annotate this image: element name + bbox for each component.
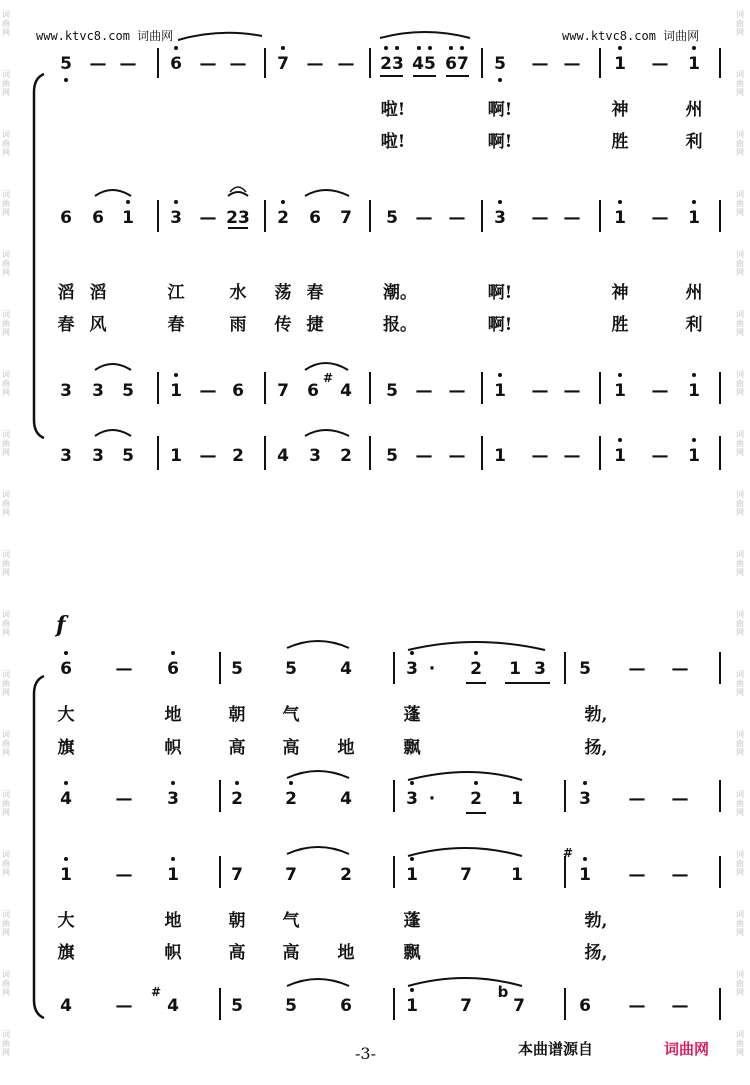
note: 3: [406, 789, 418, 809]
dash: —: [628, 789, 646, 809]
note: 3: [167, 789, 179, 809]
watermark-text: 词曲网: [2, 910, 10, 937]
watermark-text: 词曲网: [736, 970, 744, 997]
header-site-left: www.ktvc8.com 词曲网: [36, 29, 174, 43]
watermark-text: 词曲网: [736, 550, 744, 577]
source-label: 本曲谱源自: [518, 1040, 594, 1058]
dash: —: [115, 789, 133, 809]
lyric: 滔: [89, 283, 107, 303]
note: 3: [60, 381, 72, 401]
note: 7: [231, 865, 243, 885]
lyric: 大: [57, 705, 75, 725]
note: 6: [167, 659, 179, 679]
lyric: 滔: [57, 283, 75, 303]
lyric: 捷: [306, 315, 324, 335]
sharp-sign: #: [562, 846, 574, 860]
note: 1: [170, 381, 182, 401]
note: 1: [511, 865, 523, 885]
page-number: -3-: [355, 1044, 376, 1063]
dash: —: [199, 446, 217, 466]
dash: —: [628, 996, 646, 1016]
dash: —: [563, 54, 581, 74]
note: 1: [511, 789, 523, 809]
lyric: 地: [164, 705, 182, 725]
note: 1: [614, 446, 626, 466]
dash: —: [199, 208, 217, 228]
note: 7: [513, 996, 525, 1016]
note: 2: [232, 446, 244, 466]
lyric: 朝: [228, 705, 246, 725]
dash: —: [448, 208, 466, 228]
note: 1: [122, 208, 134, 228]
watermark-text: 词曲网: [2, 670, 10, 697]
note: 4: [340, 381, 352, 401]
watermark-text: 词曲网: [2, 1030, 10, 1057]
lyric: 地: [337, 738, 355, 758]
lyric: 扬,: [584, 943, 608, 963]
watermark-text: 词曲网: [2, 490, 10, 517]
dash: —: [628, 865, 646, 885]
note: 6: [92, 208, 104, 228]
lyric: 旗: [57, 943, 75, 963]
watermark-text: 词曲网: [736, 610, 744, 637]
dynamic-marking: f: [56, 612, 66, 638]
dash: —: [115, 996, 133, 1016]
watermark-text: 词曲网: [736, 430, 744, 457]
watermark-text: 词曲网: [2, 10, 10, 37]
lyric: 利: [685, 315, 703, 335]
lyric: 潮。: [383, 283, 417, 303]
lyric: 春: [306, 283, 324, 303]
note: 5: [231, 659, 243, 679]
dash: —: [229, 54, 247, 74]
dash: —: [415, 446, 433, 466]
watermark-text: 词曲网: [2, 730, 10, 757]
lyric: 利: [685, 132, 703, 152]
dash: —: [563, 381, 581, 401]
dash: —: [563, 446, 581, 466]
note: 1: [688, 381, 700, 401]
lyric: 啦!: [380, 132, 406, 152]
note: 5: [579, 659, 591, 679]
dash: —: [651, 208, 669, 228]
lyric: 高: [228, 943, 246, 963]
note: 23: [380, 54, 404, 74]
note: 6: [170, 54, 182, 74]
note: 5: [386, 446, 398, 466]
lyric: 旗: [57, 738, 75, 758]
note: 4: [340, 789, 352, 809]
note: 5: [386, 208, 398, 228]
lyric: 江: [167, 283, 185, 303]
lyric: 风: [89, 315, 107, 335]
watermark-text: 词曲网: [2, 610, 10, 637]
lyric: 高: [282, 943, 300, 963]
note: 1: [170, 446, 182, 466]
lyric: 蓬: [403, 705, 421, 725]
dash: —: [115, 865, 133, 885]
lyric: 高: [282, 738, 300, 758]
dash: —: [651, 381, 669, 401]
note: 3: [579, 789, 591, 809]
lyric: 地: [337, 943, 355, 963]
watermark-text: 词曲网: [736, 790, 744, 817]
note: 3: [309, 446, 321, 466]
dot: ·: [428, 659, 436, 679]
lyric: 雨: [229, 315, 247, 335]
lyric: 扬,: [584, 738, 608, 758]
dash: —: [671, 865, 689, 885]
lyric: 荡: [274, 283, 292, 303]
dash: —: [671, 996, 689, 1016]
note: 6: [60, 659, 72, 679]
lyric: 州: [685, 100, 703, 120]
watermark-text: 词曲网: [2, 310, 10, 337]
note: 7: [340, 208, 352, 228]
lyric: 朝: [228, 911, 246, 931]
dash: —: [199, 381, 217, 401]
dot: ·: [428, 789, 436, 809]
note: 1: [167, 865, 179, 885]
note: 6: [60, 208, 72, 228]
watermark-text: 词曲网: [736, 910, 744, 937]
note: 6: [307, 381, 319, 401]
watermark-text: 词曲网: [736, 490, 744, 517]
header-site-right: www.ktvc8.com 词曲网: [562, 29, 700, 43]
note: 1: [688, 208, 700, 228]
lyric: 帜: [164, 943, 182, 963]
lyric: 气: [282, 705, 300, 725]
note: 3: [60, 446, 72, 466]
note: 1: [614, 208, 626, 228]
lyric: 春: [57, 315, 75, 335]
watermark-text: 词曲网: [2, 370, 10, 397]
dash: —: [337, 54, 355, 74]
lyric: 啊!: [487, 315, 513, 335]
watermark-text: 词曲网: [736, 310, 744, 337]
note: 6: [340, 996, 352, 1016]
lyric: 胜: [611, 132, 629, 152]
note: 1: [614, 54, 626, 74]
note: 4: [167, 996, 179, 1016]
lyric: 神: [611, 100, 629, 120]
lyric: 啊!: [487, 283, 513, 303]
dash: —: [651, 54, 669, 74]
note: 5: [122, 446, 134, 466]
dash: —: [651, 446, 669, 466]
note: 4: [277, 446, 289, 466]
note: 2: [340, 865, 352, 885]
watermark-text: 词曲网: [2, 190, 10, 217]
lyric: 啊!: [487, 100, 513, 120]
dash: —: [531, 446, 549, 466]
lyric: 勃,: [584, 911, 608, 931]
watermark-text: 词曲网: [736, 250, 744, 277]
dash: —: [199, 54, 217, 74]
note: 5: [60, 54, 72, 74]
dash: —: [415, 381, 433, 401]
dash: —: [89, 54, 107, 74]
dash: —: [119, 54, 137, 74]
lyric: 气: [282, 911, 300, 931]
dash: —: [531, 208, 549, 228]
note: 5: [386, 381, 398, 401]
dash: —: [306, 54, 324, 74]
dash: —: [448, 446, 466, 466]
watermark-text: 词曲网: [2, 550, 10, 577]
note: 1: [509, 659, 521, 679]
note: 1: [406, 996, 418, 1016]
lyric: 啦!: [380, 100, 406, 120]
lyric: 高: [228, 738, 246, 758]
note: 67: [445, 54, 469, 74]
lyric: 水: [229, 283, 247, 303]
note: 1: [579, 865, 591, 885]
note: 2: [285, 789, 297, 809]
sharp-sign: #: [322, 371, 334, 385]
note: 1: [614, 381, 626, 401]
lyric: 地: [164, 911, 182, 931]
note: 7: [460, 996, 472, 1016]
watermark-text: 词曲网: [2, 70, 10, 97]
note: 4: [340, 659, 352, 679]
dash: —: [115, 659, 133, 679]
watermark-text: 词曲网: [736, 670, 744, 697]
lyric: 州: [685, 283, 703, 303]
lyric: 神: [611, 283, 629, 303]
watermark-text: 词曲网: [2, 790, 10, 817]
dash: —: [531, 381, 549, 401]
note: 5: [231, 996, 243, 1016]
dash: —: [448, 381, 466, 401]
watermark-text: 词曲网: [736, 70, 744, 97]
watermark-text: 词曲网: [736, 730, 744, 757]
watermark-text: 词曲网: [736, 850, 744, 877]
sharp-sign: #: [150, 985, 162, 999]
note: 1: [494, 381, 506, 401]
note: 3: [534, 659, 546, 679]
lyric: 大: [57, 911, 75, 931]
note: 2: [277, 208, 289, 228]
dash: —: [628, 659, 646, 679]
note: 5: [285, 659, 297, 679]
dash: —: [671, 659, 689, 679]
watermark-text: 词曲网: [2, 970, 10, 997]
note: 45: [412, 54, 436, 74]
note: 1: [60, 865, 72, 885]
lyric: 啊!: [487, 132, 513, 152]
note: 7: [285, 865, 297, 885]
note: 7: [460, 865, 472, 885]
note: 2: [470, 789, 482, 809]
lyric: 传: [274, 315, 292, 335]
lyric: 春: [167, 315, 185, 335]
note: 1: [688, 446, 700, 466]
note: 5: [494, 54, 506, 74]
dash: —: [415, 208, 433, 228]
note: 5: [285, 996, 297, 1016]
note: 7: [277, 54, 289, 74]
lyric: 胜: [611, 315, 629, 335]
note: 7: [277, 381, 289, 401]
note: 3: [92, 381, 104, 401]
flat-sign: b: [497, 983, 509, 1001]
note: 3: [170, 208, 182, 228]
watermark-text: 词曲网: [736, 10, 744, 37]
note: 1: [688, 54, 700, 74]
dash: —: [531, 54, 549, 74]
watermark-text: 词曲网: [736, 1030, 744, 1057]
lyric: 飘: [403, 943, 421, 963]
note: 6: [309, 208, 321, 228]
note: 2: [470, 659, 482, 679]
note: 6: [579, 996, 591, 1016]
watermark-text: 词曲网: [2, 130, 10, 157]
note: 2: [340, 446, 352, 466]
note: 3: [494, 208, 506, 228]
dash: —: [563, 208, 581, 228]
note: 4: [60, 789, 72, 809]
note: 4: [60, 996, 72, 1016]
lyric: 勃,: [584, 705, 608, 725]
watermark-text: 词曲网: [2, 850, 10, 877]
watermark-text: 词曲网: [736, 130, 744, 157]
source-site-link[interactable]: 词曲网: [664, 1040, 710, 1058]
lyric: 帜: [164, 738, 182, 758]
dash: —: [671, 789, 689, 809]
watermark-text: 词曲网: [736, 370, 744, 397]
note: 3: [92, 446, 104, 466]
lyric: 飘: [403, 738, 421, 758]
note: 23: [226, 208, 250, 228]
note: 2: [231, 789, 243, 809]
watermark-text: 词曲网: [2, 250, 10, 277]
note: 3: [406, 659, 418, 679]
note: 5: [122, 381, 134, 401]
lyric: 蓬: [403, 911, 421, 931]
lyric: 报。: [383, 315, 417, 335]
note: 1: [494, 446, 506, 466]
note: 1: [406, 865, 418, 885]
watermark-text: 词曲网: [736, 190, 744, 217]
watermark-text: 词曲网: [2, 430, 10, 457]
note: 6: [232, 381, 244, 401]
